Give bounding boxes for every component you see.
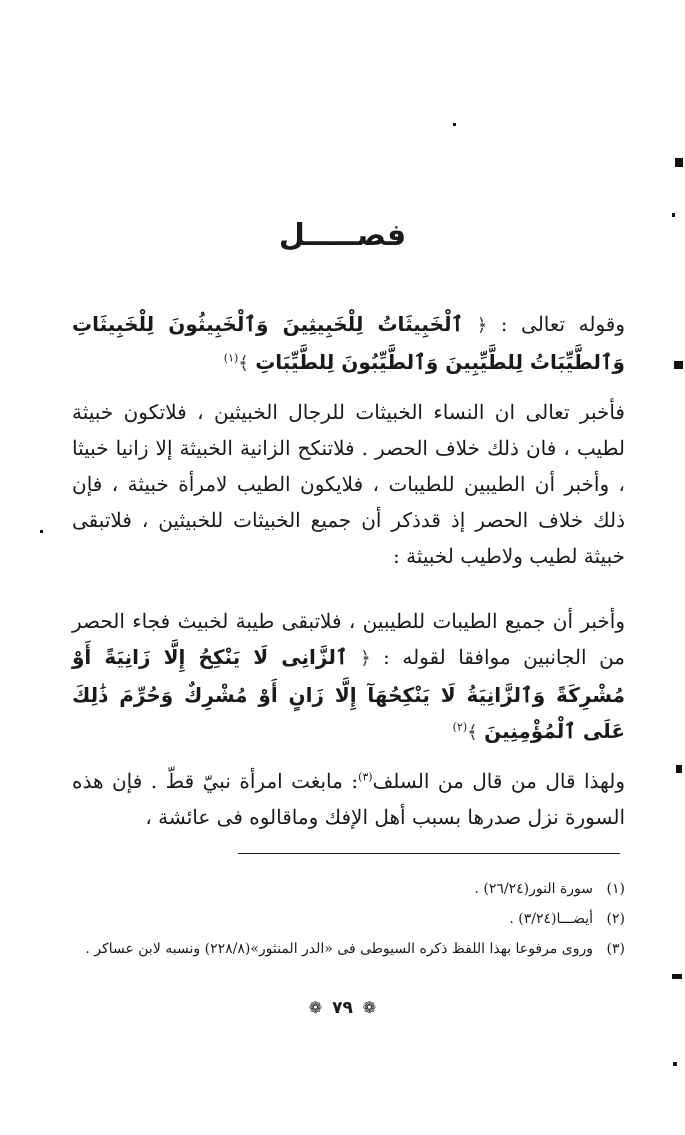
- page-number-value: ٧٩: [332, 998, 353, 1018]
- footnote-item: [60, 906, 625, 932]
- paragraph-1: [72, 306, 625, 382]
- footnotes: [60, 876, 625, 966]
- footnote-ref-1: (١): [223, 351, 239, 365]
- paragraph-1-lead: وقوله تعالى :: [487, 312, 625, 336]
- scan-mark: [672, 213, 675, 217]
- footnote-number: (٢): [606, 911, 625, 927]
- paragraph-4-lead: ولهذا قال من قال من السلف: [372, 769, 626, 793]
- verse-close-bracket: ﴾: [238, 353, 249, 374]
- scan-mark: [40, 530, 43, 533]
- ornament-icon: ❁: [308, 998, 323, 1017]
- footnote-item: [60, 936, 625, 962]
- scan-mark: [453, 123, 456, 126]
- verse-open-bracket: ﴿: [360, 648, 371, 669]
- scan-mark: [673, 1062, 677, 1066]
- verse-open-bracket: ﴿: [476, 315, 488, 336]
- paragraph-4-rest: : مابغت امرأة نبيّ قطّ . فإن هذه السورة نزل صدرها بسبب أهل الإفك وماقالوه فى عائشة ،: [72, 769, 625, 829]
- footnote-text: سورة النور(٢٦/٢٤) .: [474, 881, 593, 897]
- paragraph-3: [72, 603, 625, 751]
- footnote-ref-3: (٣): [358, 770, 373, 784]
- scan-mark: [676, 765, 682, 773]
- footnote-text: أيضـــا(٣/٢٤) .: [509, 911, 593, 927]
- footnote-text: وروى مرفوعا بهذا اللفظ ذكره السيوطى فى «الدر المنثور»(٢٢٨/٨) ونسبه لابن عساكر .: [85, 941, 593, 957]
- page-number: [0, 998, 685, 1018]
- quran-verse-1: ٱلْخَبِيثَاتُ لِلْخَبِيثِينَ وَٱلْخَبِيثُونَ لِلْخَبِيثَاتِ وَٱلطَّيِّبَاتُ لِلطَّيِّبِينَ وَٱلطَّيِّبُونَ لِلطَّيِّبَاتِ: [72, 312, 625, 374]
- scan-mark: [675, 158, 683, 167]
- footnote-number: (١): [606, 881, 625, 897]
- footnote-ref-2: (٢): [452, 720, 468, 734]
- footnote-divider: [238, 853, 620, 854]
- verse-close-bracket: ﴾: [467, 722, 478, 743]
- scan-mark: [672, 974, 682, 979]
- paragraph-3-lead: وأخبر أن جميع الطيبات للطيبين ، فلاتبقى طيبة لخبيث فجاء الحصر من الجانبين موافقا لقوله :: [72, 609, 626, 669]
- paragraph-4: [72, 763, 625, 835]
- ornament-icon: ❁: [362, 998, 377, 1017]
- scan-mark: [674, 361, 683, 369]
- footnote-number: (٣): [606, 941, 625, 957]
- quran-verse-2: ٱلزَّانِى لَا يَنْكِحُ إِلَّا زَانِيَةً أَوْ مُشْرِكَةً وَٱلزَّانِيَةُ لَا يَنْكِحُهَآ إِلَّا زَانٍ أَوْ مُشْرِكٌ وَحُرِّمَ ذَٰلِكَ عَلَى ٱلْمُؤْمِنِينَ: [72, 645, 625, 743]
- section-heading: فصـــــل: [278, 218, 407, 253]
- paragraph-2: فأخبر تعالى ان النساء الخبيثات للرجال الخبيثين ، فلاتكون خبيثة لطيب ، فان ذلك خلاف الحصر . فلاتنكح الزانية الخبيثة إلا زانيا خبيثا ، وأخبر أن الطيبين للطيبات ، فلايكون الطيب لامرأة خبيثة ، فإن ذلك خلاف الحصر إذ قدذكر أن جميع الخبيثات للخبيثين ، فلاتبقى خبيثة لطيب ولاطيب لخبيثة :: [72, 400, 625, 568]
- footnote-item: [60, 876, 625, 902]
